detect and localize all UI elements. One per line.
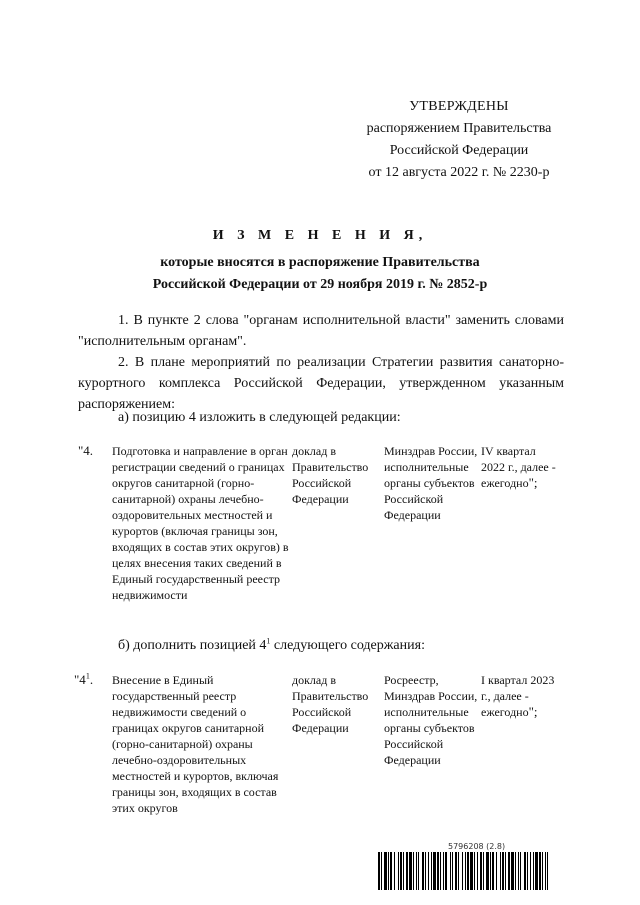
closing-quote: "; — [528, 475, 538, 490]
position-4-1-table — [74, 672, 561, 816]
measure-cell: Подготовка и направление в орган регистрации сведений о границах округов санитарной (горно-санитарной) охраны лечебно-оздоровительных местностей и курортов (включая границы зон, входящих в состав этих округов) в целях внесения таких сведений в Единый государственный реестр недвижимости — [112, 444, 289, 602]
executors-cell: Росреестр, Минздрав России, исполнительные органы субъектов Российской Федерации — [384, 673, 478, 767]
approval-line-2: Российской Федерации — [389, 143, 529, 158]
deadline-text: I квартал 2023 г., далее - ежегодно — [481, 673, 555, 719]
approval-title: УТВЕРЖДЕНЫ — [409, 99, 509, 114]
subparagraph-b-end: следующего содержания: — [270, 638, 425, 653]
executors-cell: Минздрав России, исполнительные органы субъектов Российской Федерации — [384, 444, 478, 522]
result-cell: доклад в Правительство Российской Федерации — [292, 673, 369, 735]
subparagraph-b-superscript: 1 — [266, 636, 271, 646]
deadline-cell — [481, 672, 561, 816]
subparagraph-b-text: б) дополнить позицией 4 — [118, 638, 267, 653]
heading-subtitle-1: которые вносятся в распоряжение Правительства — [160, 255, 480, 270]
position-number-end: . — [89, 672, 94, 687]
position-number — [74, 672, 112, 816]
paragraph-1: 1. В пункте 2 слова "органам исполнительной власти" заменить словами "исполнительным органам". — [78, 313, 564, 349]
closing-quote: "; — [528, 704, 538, 719]
paragraph-2: 2. В плане мероприятий по реализации Стратегии развития санаторно-курортного комплекса Российской Федерации, утвержденном указанным распоряжением: — [78, 355, 564, 412]
approval-line-3: от 12 августа 2022 г. № 2230-р — [368, 165, 550, 180]
position-4-table — [78, 443, 561, 603]
barcode-image — [378, 852, 548, 890]
approval-line-1: распоряжением Правительства — [366, 121, 552, 136]
heading-subtitle-2: Российской Федерации от 29 ноября 2019 г. № 2852-р — [152, 277, 488, 292]
table-row — [74, 672, 561, 816]
approval-block — [340, 96, 578, 184]
position-number-superscript: 1 — [85, 671, 90, 681]
result-cell: доклад в Правительство Российской Федерации — [292, 444, 369, 506]
barcode-number: 5796208 (2.8) — [448, 842, 506, 851]
table-row — [78, 443, 561, 603]
deadline-cell — [481, 443, 561, 603]
document-heading — [60, 228, 580, 296]
deadline-text: IV квартал 2022 г., далее - ежегодно — [481, 444, 556, 490]
measure-cell: Внесение в Единый государственный реестр недвижимости сведений о границах округов санитарной (горно-санитарной) охраны лечебно-оздоровительных местностей и курортов, включая границы зон, входящих в состав этих округов — [112, 673, 279, 815]
subparagraph-b — [118, 635, 425, 656]
position-number-text: "4 — [74, 672, 86, 687]
heading-title: И З М Е Н Е Н И Я, — [212, 228, 428, 243]
position-number: "4. — [78, 443, 94, 458]
subparagraph-a: а) позицию 4 изложить в следующей редакции: — [118, 410, 401, 425]
